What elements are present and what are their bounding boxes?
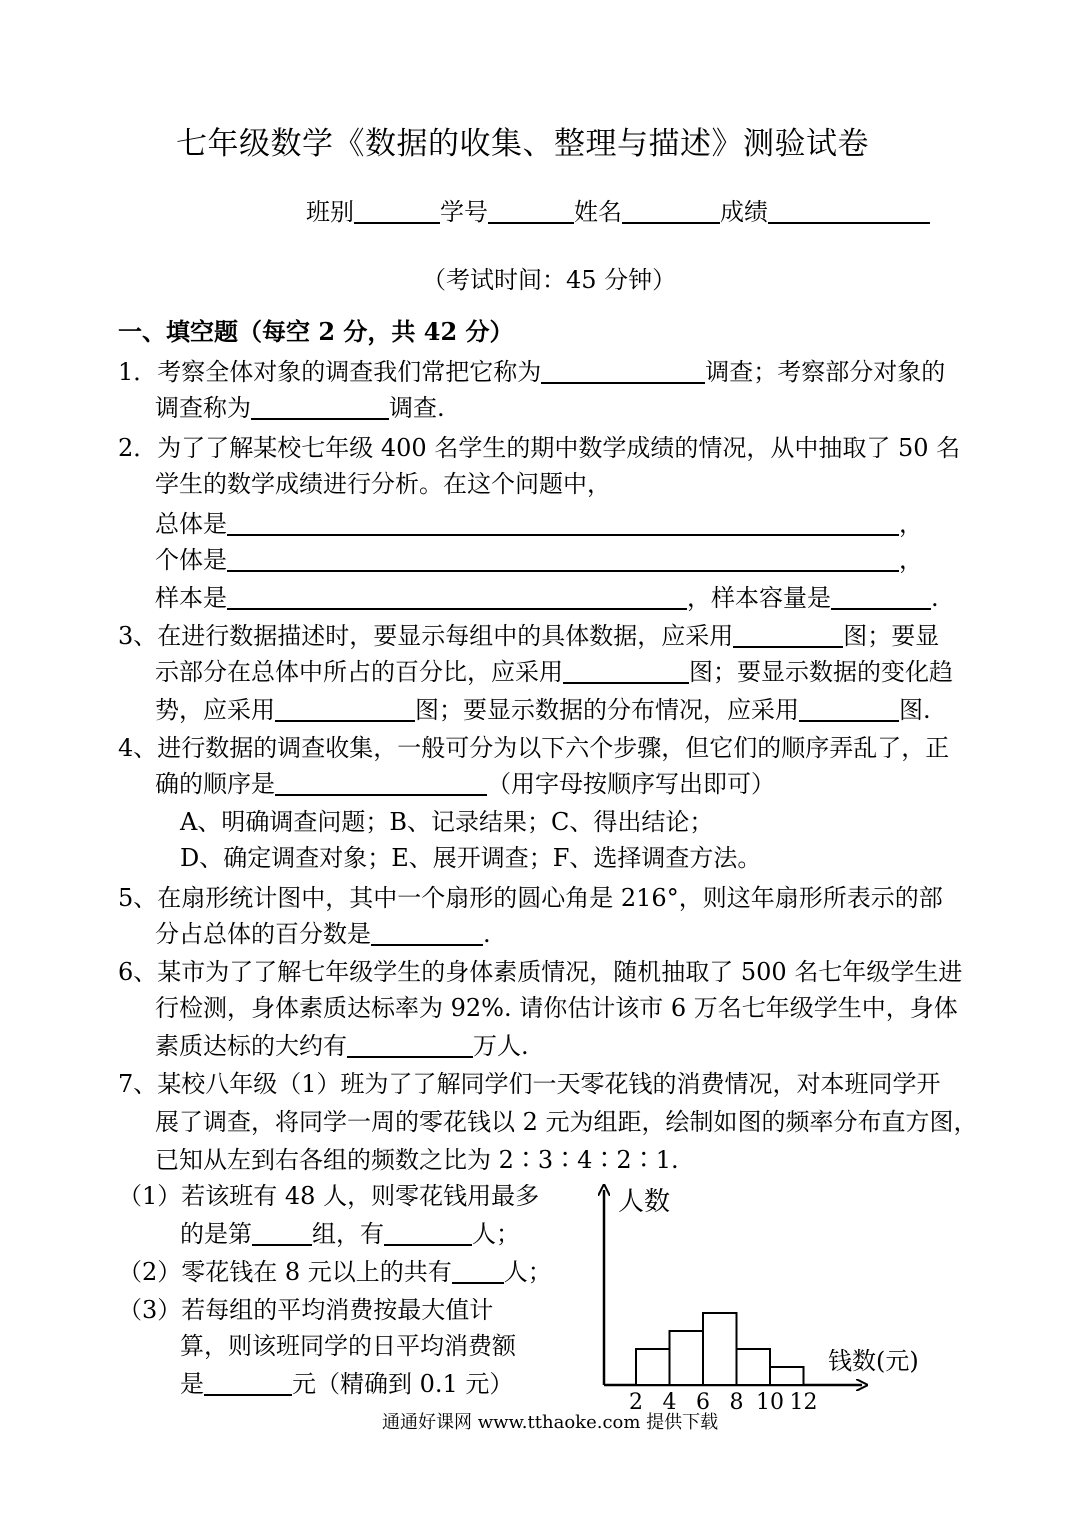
x-tick-label: 4 bbox=[662, 1390, 677, 1415]
q3-text-a: 3、在进行数据描述时，要显示每组中的具体数据，应采用 bbox=[118, 622, 734, 650]
q1-text-a: 1．考察全体对象的调查我们常把它称为 bbox=[118, 358, 542, 386]
student-info-line bbox=[306, 200, 930, 224]
q6-line3 bbox=[155, 1034, 529, 1058]
q2-sample-line bbox=[155, 586, 939, 610]
class-blank[interactable] bbox=[354, 200, 440, 224]
q7-text-c: 人； bbox=[472, 1220, 520, 1248]
q3-line2 bbox=[155, 660, 953, 684]
q1-blank1[interactable] bbox=[541, 360, 705, 384]
q3-line3 bbox=[155, 698, 931, 722]
q7-text-g: 元（精确到 0.1 元） bbox=[292, 1370, 514, 1398]
q5-line1: 5、在扇形统计图中，其中一个扇形的圆心角是 216°，则这年扇形所表示的部 bbox=[118, 884, 943, 912]
q2-line1: 2．为了了解某校七年级 400 名学生的期中数学成绩的情况，从中抽取了 50 名 bbox=[118, 434, 961, 462]
x-tick-label: 8 bbox=[729, 1390, 744, 1415]
q4-text-a: 确的顺序是 bbox=[155, 770, 275, 798]
q7-line3: 已知从左到右各组的频数之比为 2∶3∶4∶2∶1. bbox=[155, 1146, 679, 1174]
q3-blank4[interactable] bbox=[799, 698, 899, 722]
score-blank[interactable] bbox=[768, 200, 930, 224]
q1-text-d: 调查. bbox=[389, 394, 445, 422]
sample-label: 样本是 bbox=[155, 584, 227, 612]
q7-count-blank[interactable] bbox=[384, 1222, 472, 1246]
q2-population-line bbox=[155, 512, 923, 536]
histogram-bar bbox=[670, 1331, 704, 1385]
q6-line1: 6、某市为了了解七年级学生的身体素质情况，随机抽取了 500 名七年级学生进 bbox=[118, 958, 963, 986]
population-label: 总体是 bbox=[155, 510, 227, 538]
q7-text-f: 是 bbox=[180, 1370, 204, 1398]
q5-line2 bbox=[155, 922, 491, 946]
q7-sub3-line2: 算，则该班同学的日平均消费额 bbox=[180, 1332, 516, 1360]
q7-sub2 bbox=[118, 1260, 552, 1284]
sample-blank[interactable] bbox=[227, 586, 687, 610]
q5-text-b: . bbox=[483, 920, 491, 948]
period: . bbox=[931, 584, 939, 612]
q7-group-blank[interactable] bbox=[252, 1222, 312, 1246]
class-label: 班别 bbox=[306, 198, 354, 226]
q4-line1: 4、进行数据的调查收集，一般可分为以下六个步骤，但它们的顺序弄乱了，正 bbox=[118, 734, 950, 762]
id-label: 学号 bbox=[440, 198, 488, 226]
q7-text-b: 组，有 bbox=[312, 1220, 384, 1248]
x-tick-label: 10 bbox=[756, 1390, 784, 1415]
x-tick-label: 12 bbox=[789, 1390, 818, 1415]
q5-blank[interactable] bbox=[371, 922, 483, 946]
histogram-bar bbox=[636, 1349, 670, 1385]
q4-options-2: D、确定调查对象；E、展开调查；F、选择调查方法。 bbox=[180, 844, 762, 872]
q4-options-1: A、明确调查问题；B、记录结果；C、得出结论； bbox=[180, 808, 714, 836]
q3-blank1[interactable] bbox=[733, 624, 843, 648]
id-blank[interactable] bbox=[488, 200, 574, 224]
q1-blank2[interactable] bbox=[251, 396, 389, 420]
section-heading: 一、填空题（每空 2 分，共 42 分） bbox=[118, 317, 514, 346]
individual-label: 个体是 bbox=[155, 546, 227, 574]
q3-text-g: 图. bbox=[899, 696, 931, 724]
name-label: 姓名 bbox=[574, 198, 622, 226]
sample-size-blank[interactable] bbox=[831, 586, 931, 610]
exam-time: （考试时间：45 分钟） bbox=[422, 266, 677, 294]
q3-text-e: 势，应采用 bbox=[155, 696, 275, 724]
q7-line1: 7、某校八年级（1）班为了了解同学们一天零花钱的消费情况，对本班同学开 bbox=[118, 1070, 941, 1098]
q3-text-c: 示部分在总体中所占的百分比，应采用 bbox=[155, 658, 563, 686]
q4-text-b: （用字母按顺序写出即可） bbox=[487, 770, 775, 798]
q7-sub3-line1: （3）若每组的平均消费按最大值计 bbox=[118, 1296, 494, 1324]
q1-text-b: 调查；考察部分对象的 bbox=[705, 358, 946, 386]
y-axis-label: 人数 bbox=[618, 1187, 671, 1217]
q3-blank3[interactable] bbox=[275, 698, 415, 722]
sample-size-label: ，样本容量是 bbox=[687, 584, 831, 612]
q3-text-b: 图；要显 bbox=[843, 622, 940, 650]
q7-sub3-line3 bbox=[180, 1372, 513, 1396]
q7-text-d: （2）零花钱在 8 元以上的共有 bbox=[118, 1258, 452, 1286]
q1-line1 bbox=[118, 360, 945, 384]
q1-text-c: 调查称为 bbox=[155, 394, 251, 422]
x-axis-label: 钱数(元) bbox=[828, 1347, 919, 1375]
q3-blank2[interactable] bbox=[563, 660, 689, 684]
q7-text-a: 的是第 bbox=[180, 1220, 252, 1248]
q7-sub1-line1: （1）若该班有 48 人，则零花钱用最多 bbox=[118, 1182, 540, 1210]
q7-text-e: 人； bbox=[503, 1258, 552, 1286]
q6-blank[interactable] bbox=[347, 1034, 473, 1058]
q4-line2 bbox=[155, 772, 775, 796]
histogram-bar bbox=[703, 1313, 737, 1385]
q2-line2: 学生的数学成绩进行分析。在这个问题中， bbox=[155, 470, 611, 498]
q1-line2 bbox=[155, 396, 445, 420]
x-tick-label: 2 bbox=[629, 1390, 643, 1415]
q6-text-b: 万人. bbox=[473, 1032, 529, 1060]
q7-over8-blank[interactable] bbox=[452, 1260, 504, 1284]
q3-text-d: 图；要显示数据的变化趋 bbox=[689, 658, 953, 686]
q6-text-a: 素质达标的大约有 bbox=[155, 1032, 347, 1060]
comma: ， bbox=[899, 546, 923, 574]
q2-individual-line bbox=[155, 548, 923, 572]
q5-text-a: 分占总体的百分数是 bbox=[155, 920, 371, 948]
q3-line1 bbox=[118, 624, 939, 648]
population-blank[interactable] bbox=[227, 512, 899, 536]
histogram-bar bbox=[737, 1349, 771, 1385]
score-label: 成绩 bbox=[720, 198, 768, 226]
q7-avg-blank[interactable] bbox=[204, 1372, 292, 1396]
histogram-bar bbox=[770, 1367, 804, 1385]
page-title: 七年级数学《数据的收集、整理与描述》测验试卷 bbox=[176, 126, 869, 162]
x-tick-label: 6 bbox=[696, 1390, 710, 1415]
name-blank[interactable] bbox=[622, 200, 720, 224]
individual-blank[interactable] bbox=[227, 548, 899, 572]
comma: ， bbox=[899, 510, 923, 538]
q7-line2: 展了调查，将同学一周的零花钱以 2 元为组距，绘制如图的频率分布直方图， bbox=[155, 1108, 978, 1136]
frequency-histogram bbox=[570, 1175, 940, 1425]
q6-line2: 行检测，身体素质达标率为 92%. 请你估计该市 6 万名七年级学生中，身体 bbox=[155, 994, 958, 1022]
q7-sub1-line2 bbox=[180, 1222, 520, 1246]
q4-blank[interactable] bbox=[275, 772, 487, 796]
q3-text-f: 图；要显示数据的分布情况，应采用 bbox=[415, 696, 799, 724]
footer-credit: 通通好课网 www.tthaoke.com 提供下载 bbox=[382, 1412, 719, 1433]
